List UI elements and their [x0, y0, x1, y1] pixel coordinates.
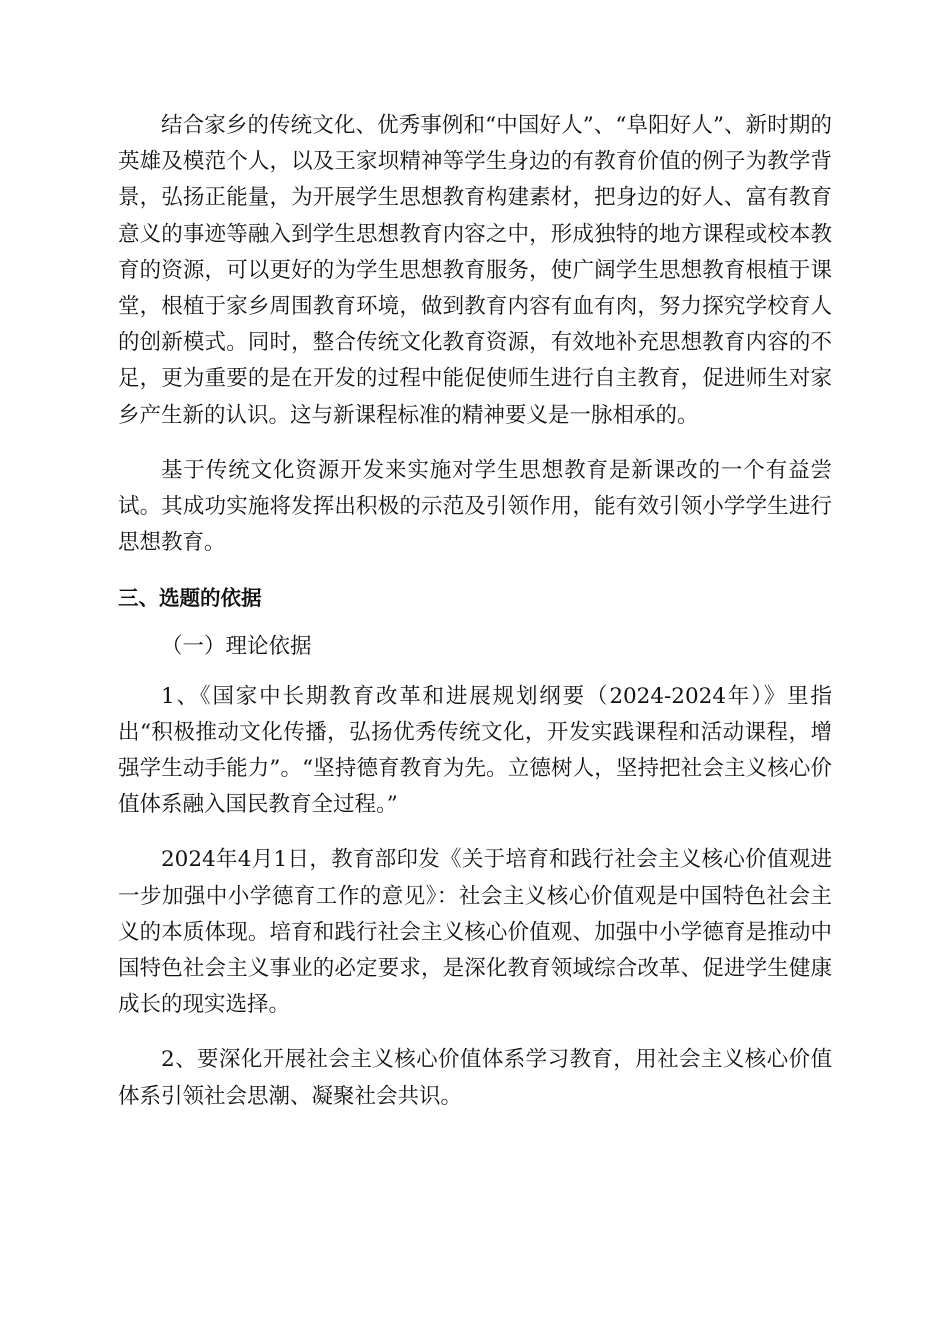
section-heading: 三、选题的依据 [118, 586, 262, 611]
paragraph-reform-attempt: 基于传统文化资源开发来实施对学生思想教育是新课改的一个有益尝试。其成功实施将发挥出积极的示范及引领作用，能有效引领小学学生进行思想教育。 [118, 457, 832, 556]
paragraph-basis-1: 1、《国家中长期教育改革和进展规划纲要（2024-2024年）》里指出“积极推动文化传播，弘扬优秀传统文化，开发实践课程和活动课程，增强学生动手能力”。“坚持德育教育为先。立德树人，坚持把社会主义核心价值体系融入国民教育全过程。” [118, 683, 832, 818]
document-body [118, 108, 832, 1134]
subsection-heading: （一）理论依据 [161, 634, 312, 660]
paragraph-basis-2: 2、要深化开展社会主义核心价值体系学习教育，用社会主义核心价值体系引领社会思潮、凝聚社会共识。 [118, 1047, 832, 1109]
paragraph-local-culture: 结合家乡的传统文化、优秀事例和“中国好人”、“阜阳好人”、新时期的英雄及模范个人，以及王家坝精神等学生身边的有教育价值的例子为教学背景，弘扬正能量，为开展学生思想教育构建素材，把身边的好人、富有教育意义的事迹等融入到学生思想教育内容之中，形成独特的地方课程或校本教育的资源，可以更好的为学生思想教育服务，使广阔学生思想教育根植于课堂，根植于家乡周围教育环境，做到教育内容有血有肉，努力探究学校育人的创新模式。同时，整合传统文化教育资源，有效地补充思想教育内容的不足，更为重要的是在开发的过程中能促使师生进行自主教育，促进师生对家乡产生新的认识。这与新课程标准的精神要义是一脉相承的。 [118, 113, 832, 428]
paragraph-basis-ministry: 2024年4月1日，教育部印发《关于培育和践行社会主义核心价值观进一步加强中小学德育工作的意见》：社会主义核心价值观是中国特色社会主义的本质体现。培育和践行社会主义核心价值观、加强中小学德育是推动中国特色社会主义事业的必定要求，是深化教育领域综合改革、促进学生健康成长的现实选择。 [118, 847, 832, 1018]
